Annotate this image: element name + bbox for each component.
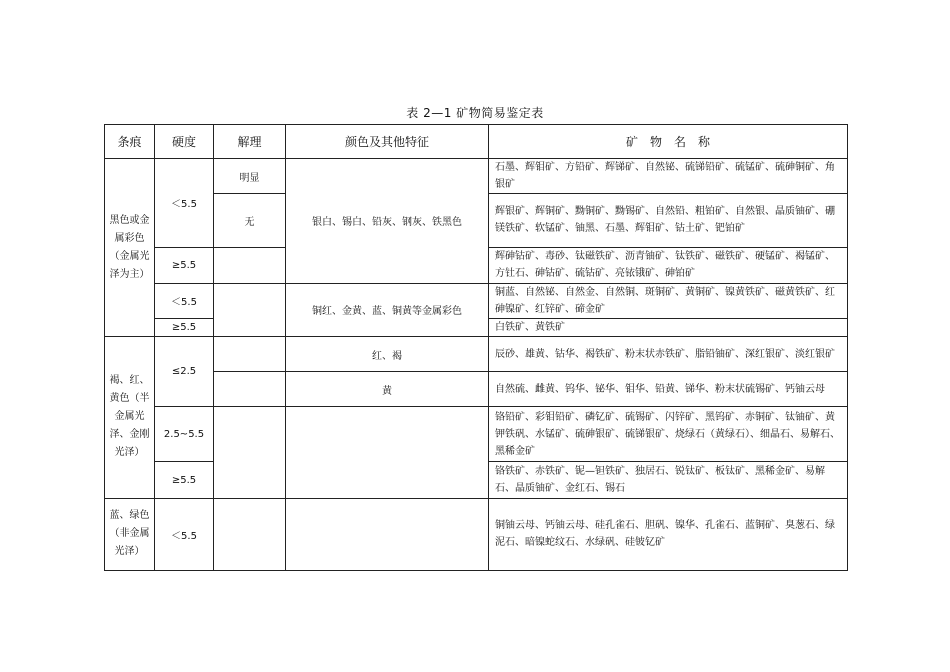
cleavage-cell: [214, 498, 286, 570]
header-minerals: 矿 物 名 称: [489, 125, 848, 159]
hardness-cell: ＜5.5: [155, 283, 214, 318]
table-caption: 表 2—1 矿物简易鉴定表: [406, 106, 544, 120]
hardness-cell: ＜5.5: [155, 498, 214, 570]
table-row: [105, 372, 848, 407]
minerals-cell: 辉砷钴矿、毒砂、钛磁铁矿、沥青铀矿、钛铁矿、磁铁矿、硬锰矿、褐锰矿、方钍石、砷钴矿、硫钴矿、亮铱锇矿、砷铂矿: [489, 247, 848, 283]
table-row: [105, 498, 848, 570]
hardness-cell: ≥5.5: [155, 318, 214, 336]
hardness-cell: 2.5~5.5: [155, 407, 214, 462]
cleavage-cell: [214, 336, 286, 371]
minerals-cell: 石墨、辉钼矿、方铅矿、辉锑矿、自然铋、硫锑铅矿、硫锰矿、硫砷铜矿、角银矿: [489, 159, 848, 194]
minerals-cell: 铬铅矿、彩钼铅矿、磷钇矿、硫锡矿、闪锌矿、黑钨矿、赤铜矿、钛铀矿、黄钾铁矾、水锰矿、硫砷银矿、硫锑银矿、烧绿石（黄绿石）、细晶石、易解石、黑稀金矿: [489, 407, 848, 462]
table-row: [105, 336, 848, 371]
cleavage-cell: [214, 372, 286, 407]
color-cell: [286, 498, 489, 570]
cleavage-cell: [214, 247, 286, 283]
minerals-cell: 自然硫、雌黄、钨华、铋华、钼华、铅黄、锑华、粉末状硫锡矿、钙铀云母: [489, 372, 848, 407]
table-row: [105, 407, 848, 462]
color-cell: 铜红、金黄、蓝、铜黄等金属彩色: [286, 283, 489, 336]
streak-black-metallic: 黑色或金属彩色（金属光泽为主）: [105, 159, 155, 337]
minerals-cell: 铜铀云母、钙铀云母、硅孔雀石、胆矾、镍华、孔雀石、蓝铜矿、臭葱石、绿泥石、暗镍蛇纹石、水绿矾、硅铍钇矿: [489, 498, 848, 570]
minerals-cell: 铬铁矿、赤铁矿、铌—钽铁矿、独居石、锐钛矿、板钛矿、黑稀金矿、易解石、晶质铀矿、金红石、锡石: [489, 462, 848, 498]
streak-brown-red-yellow: 褐、红、黄色（半金属光泽、金刚光泽）: [105, 336, 155, 498]
cleavage-cell: 无: [214, 194, 286, 247]
color-cell: [286, 407, 489, 498]
cleavage-cell: [214, 407, 286, 498]
table-row: [105, 283, 848, 318]
minerals-cell: 铜蓝、自然铋、自然金、自然铜、斑铜矿、黄铜矿、镍黄铁矿、磁黄铁矿、红砷镍矿、红锌矿、碲金矿: [489, 283, 848, 318]
minerals-cell: 辉银矿、辉铜矿、黝铜矿、黝锡矿、自然铅、粗铂矿、自然银、晶质铀矿、硼镁铁矿、软锰矿、铀黑、石墨、辉钼矿、钴土矿、钯铂矿: [489, 194, 848, 247]
cleavage-cell: 明显: [214, 159, 286, 194]
header-streak: 条痕: [105, 125, 155, 159]
color-cell: 银白、锡白、铅灰、钢灰、铁黑色: [286, 159, 489, 284]
hardness-cell: ≥5.5: [155, 247, 214, 283]
table-row: [105, 159, 848, 194]
cleavage-cell: [214, 283, 286, 336]
mineral-identification-table: [104, 124, 848, 571]
header-color: 颜色及其他特征: [286, 125, 489, 159]
header-row: [105, 125, 848, 159]
color-cell: 黄: [286, 372, 489, 407]
hardness-cell: ≤2.5: [155, 336, 214, 406]
header-cleavage: 解理: [214, 125, 286, 159]
header-hardness: 硬度: [155, 125, 214, 159]
hardness-cell: ≥5.5: [155, 462, 214, 498]
color-cell: 红、褐: [286, 336, 489, 371]
minerals-cell: 辰砂、雄黄、钴华、褐铁矿、粉末状赤铁矿、脂铅铀矿、深红银矿、淡红银矿: [489, 336, 848, 371]
hardness-cell: ＜5.5: [155, 159, 214, 247]
streak-blue-green: 蓝、绿色（非金属光泽）: [105, 498, 155, 570]
minerals-cell: 白铁矿、黄铁矿: [489, 318, 848, 336]
